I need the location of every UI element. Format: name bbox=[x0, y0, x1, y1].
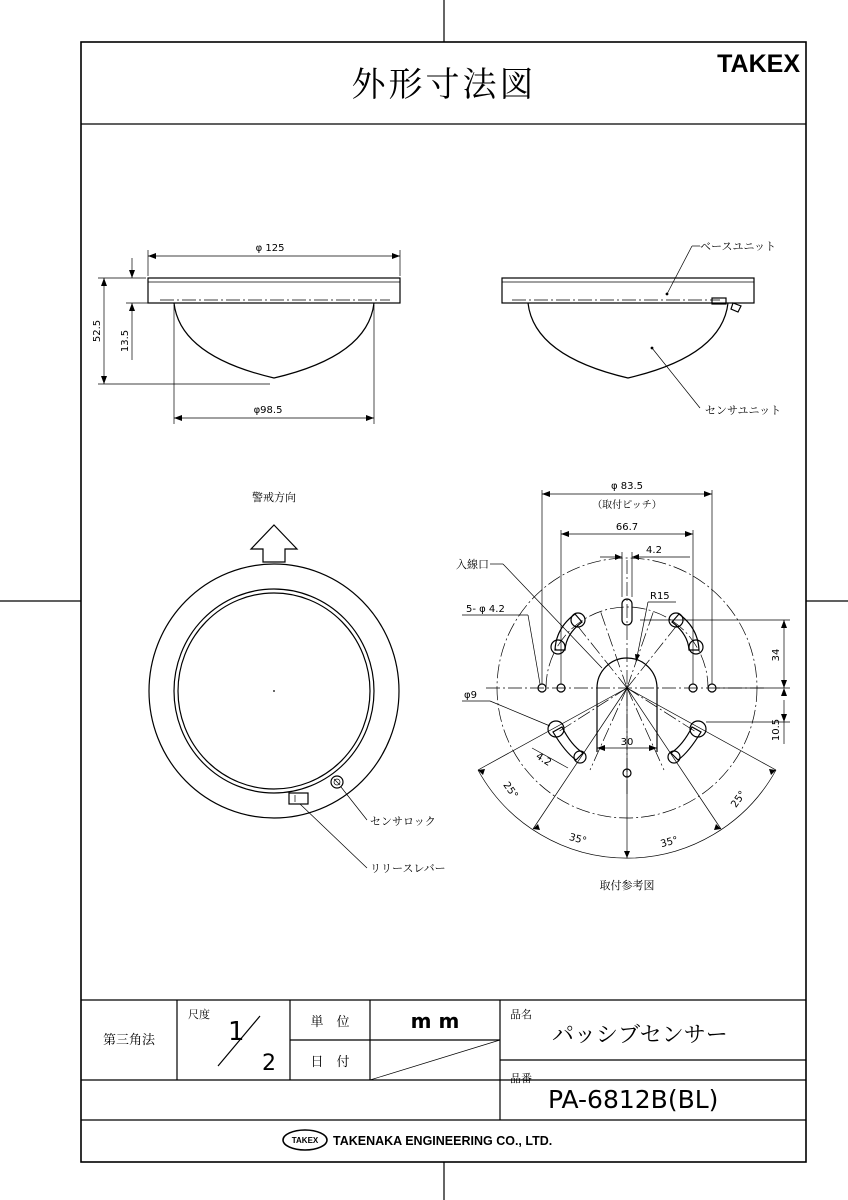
brand-logo: TAKEX bbox=[717, 50, 800, 78]
scale-label: 尺度 bbox=[188, 1008, 210, 1021]
release-lever-icon bbox=[289, 793, 308, 804]
angle-35-left: 35° bbox=[567, 831, 588, 848]
label-wire-inlet: 入線口 bbox=[456, 558, 489, 571]
label-phi9: φ9 bbox=[464, 690, 477, 701]
top-view bbox=[149, 490, 446, 875]
label-release-lever: リリースレバー bbox=[370, 862, 446, 875]
dim-pitch-note: （取付ピッチ） bbox=[592, 500, 662, 511]
dim-30: 30 bbox=[620, 737, 634, 748]
part-number-label: 品番 bbox=[510, 1072, 532, 1085]
dim-diameter-125: φ 125 bbox=[255, 243, 285, 254]
label-sensor-unit: センサユニット bbox=[705, 404, 782, 417]
dim-diameter-98-5: φ98.5 bbox=[253, 405, 283, 416]
dim-pitch-83-5: φ 83.5 bbox=[610, 481, 644, 492]
side-view-labeled bbox=[502, 240, 781, 417]
label-holes: 5- φ 4.2 bbox=[466, 604, 505, 615]
product-name: パッシブセンサー bbox=[552, 1023, 728, 1048]
footer-logo-text: TAKEX bbox=[291, 1136, 319, 1145]
scale-numerator: 1 bbox=[228, 1017, 245, 1047]
dim-height-13-5: 13.5 bbox=[120, 329, 131, 353]
sensor-lock-icon bbox=[331, 776, 343, 788]
unit-value: m m bbox=[410, 1009, 460, 1033]
dim-height-52-5: 52.5 bbox=[92, 319, 103, 343]
footer bbox=[283, 1130, 552, 1150]
part-number: PA-6812B(BL) bbox=[548, 1085, 719, 1114]
label-sensor-lock: センサロック bbox=[370, 815, 436, 828]
product-name-label: 品名 bbox=[510, 1008, 532, 1021]
dim-4-2-slot: 4.2 bbox=[533, 751, 553, 769]
date-label: 日 付 bbox=[310, 1055, 350, 1070]
direction-arrow-icon bbox=[251, 525, 297, 562]
label-r15: R15 bbox=[650, 591, 670, 602]
dim-4-2-top: 4.2 bbox=[646, 545, 662, 556]
dim-34: 34 bbox=[771, 648, 782, 662]
mounting-caption: 取付参考図 bbox=[599, 879, 655, 892]
angle-35-right: 35° bbox=[659, 834, 680, 851]
label-base-unit: ベースユニット bbox=[700, 240, 777, 253]
mounting-view bbox=[456, 481, 790, 892]
title-block bbox=[81, 1000, 806, 1120]
dim-10-5: 10.5 bbox=[771, 718, 782, 742]
scale-denominator: 2 bbox=[262, 1051, 276, 1076]
sheet-border bbox=[81, 42, 806, 1162]
label-direction: 警戒方向 bbox=[252, 491, 296, 504]
company-name: TAKENAKA ENGINEERING CO., LTD. bbox=[333, 1134, 553, 1148]
drawing-title: 外形寸法図 bbox=[351, 65, 537, 105]
angle-25-right: 25° bbox=[729, 789, 749, 810]
angle-25-left: 25° bbox=[500, 780, 520, 801]
dim-66-7: 66.7 bbox=[615, 522, 639, 533]
unit-label: 単 位 bbox=[310, 1015, 350, 1030]
side-view bbox=[92, 243, 400, 424]
projection-method: 第三角法 bbox=[102, 1033, 156, 1048]
